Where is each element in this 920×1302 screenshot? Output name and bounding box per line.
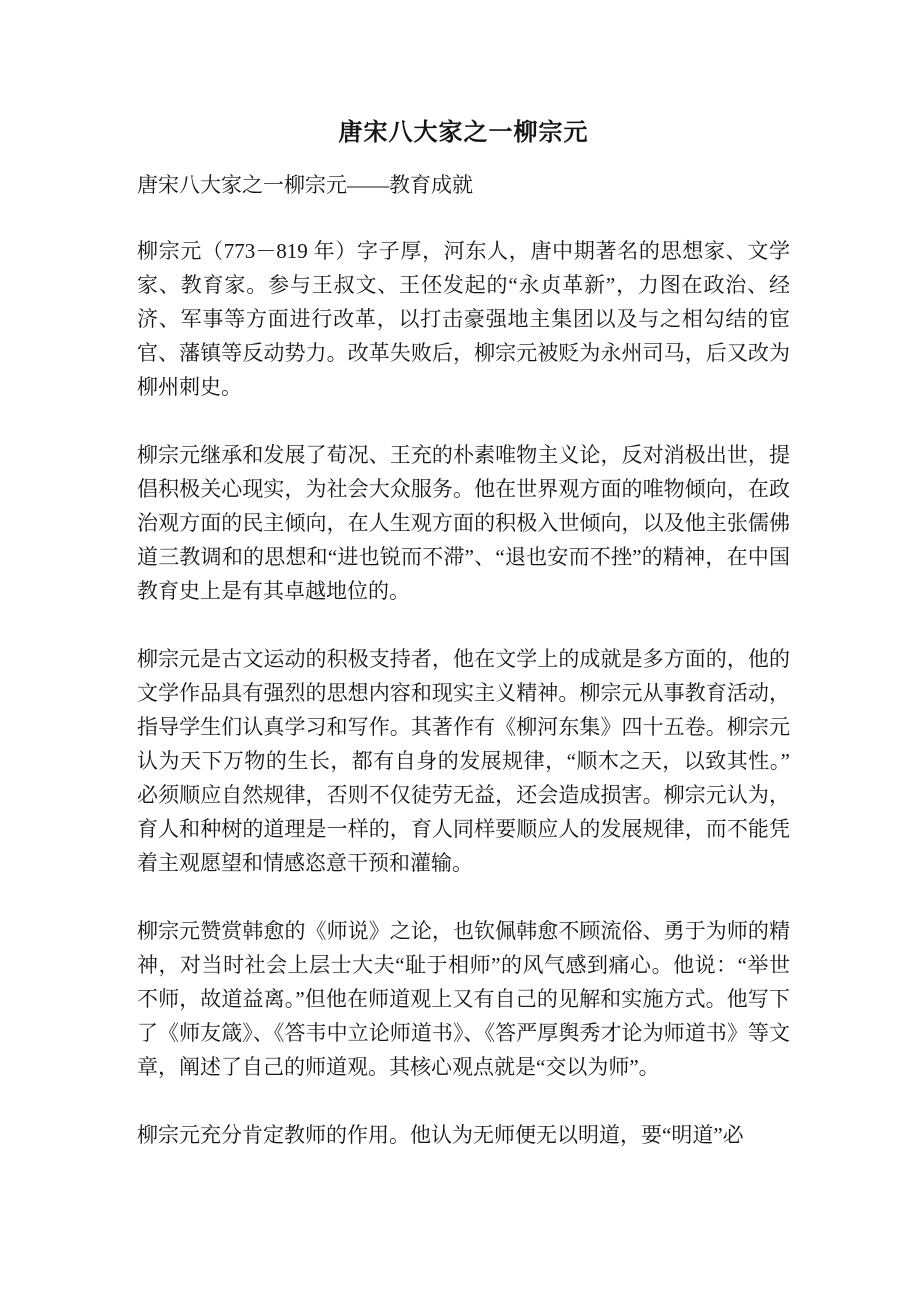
document-paragraph: 柳宗元是古文运动的积极支持者，他在文学上的成就是多方面的，他的文学作品具有强烈的思想内容和现实主义精神。柳宗元从事教育活动，指导学生们认真学习和写作。其著作有《柳河东集》四十五卷。柳宗元认为天下万物的生长，都有自身的发展规律，“顺木之天，以致其性。”必须顺应自然规律，否则不仅徒劳无益，还会造成损害。柳宗元认为，育人和种树的道理是一样的，育人同样要顺应人的发展规律，而不能凭着主观愿望和情感恣意干预和灌输。 xyxy=(137,647,790,875)
document-paragraph: 柳宗元充分肯定教师的作用。他认为无师便无以明道，要“明道”必 xyxy=(137,1123,744,1147)
document-paragraph: 柳宗元继承和发展了荀况、王充的朴素唯物主义论，反对消极出世，提倡积极关心现实，为社会大众服务。他在世界观方面的唯物倾向，在政治观方面的民主倾向，在人生观方面的积极入世倾向，以及他主张儒佛道三教调和的思想和“进也锐而不滞”、“退也安而不挫”的精神，在中国教育史上是有其卓越地位的。 xyxy=(137,443,790,603)
document-body xyxy=(137,234,790,1152)
document-title: 唐宋八大家之一柳宗元 xyxy=(338,120,589,146)
document-paragraph: 柳宗元赞赏韩愈的《师说》之论，也钦佩韩愈不顾流俗、勇于为师的精神，对当时社会上层士大夫“耻于相师”的风气感到痛心。他说：“举世不师，故道益离。”但他在师道观上又有自己的见解和实施方式。他写下了《师友箴》、《答韦中立论师道书》、《答严厚舆秀才论为师道书》等文章，阐述了自己的师道观。其核心观点就是“交以为师”。 xyxy=(137,919,790,1079)
document-subtitle: 唐宋八大家之一柳宗元——教育成就 xyxy=(137,173,473,197)
document-paragraph: 柳宗元（773－819 年）字子厚，河东人，唐中期著名的思想家、文学家、教育家。参与王叔文、王伾发起的“永贞革新”，力图在政治、经济、军事等方面进行改革，以打击豪强地主集团以及与之相勾结的宦官、藩镇等反动势力。改革失败后，柳宗元被贬为永州司马，后又改为柳州刺史。 xyxy=(137,239,790,399)
